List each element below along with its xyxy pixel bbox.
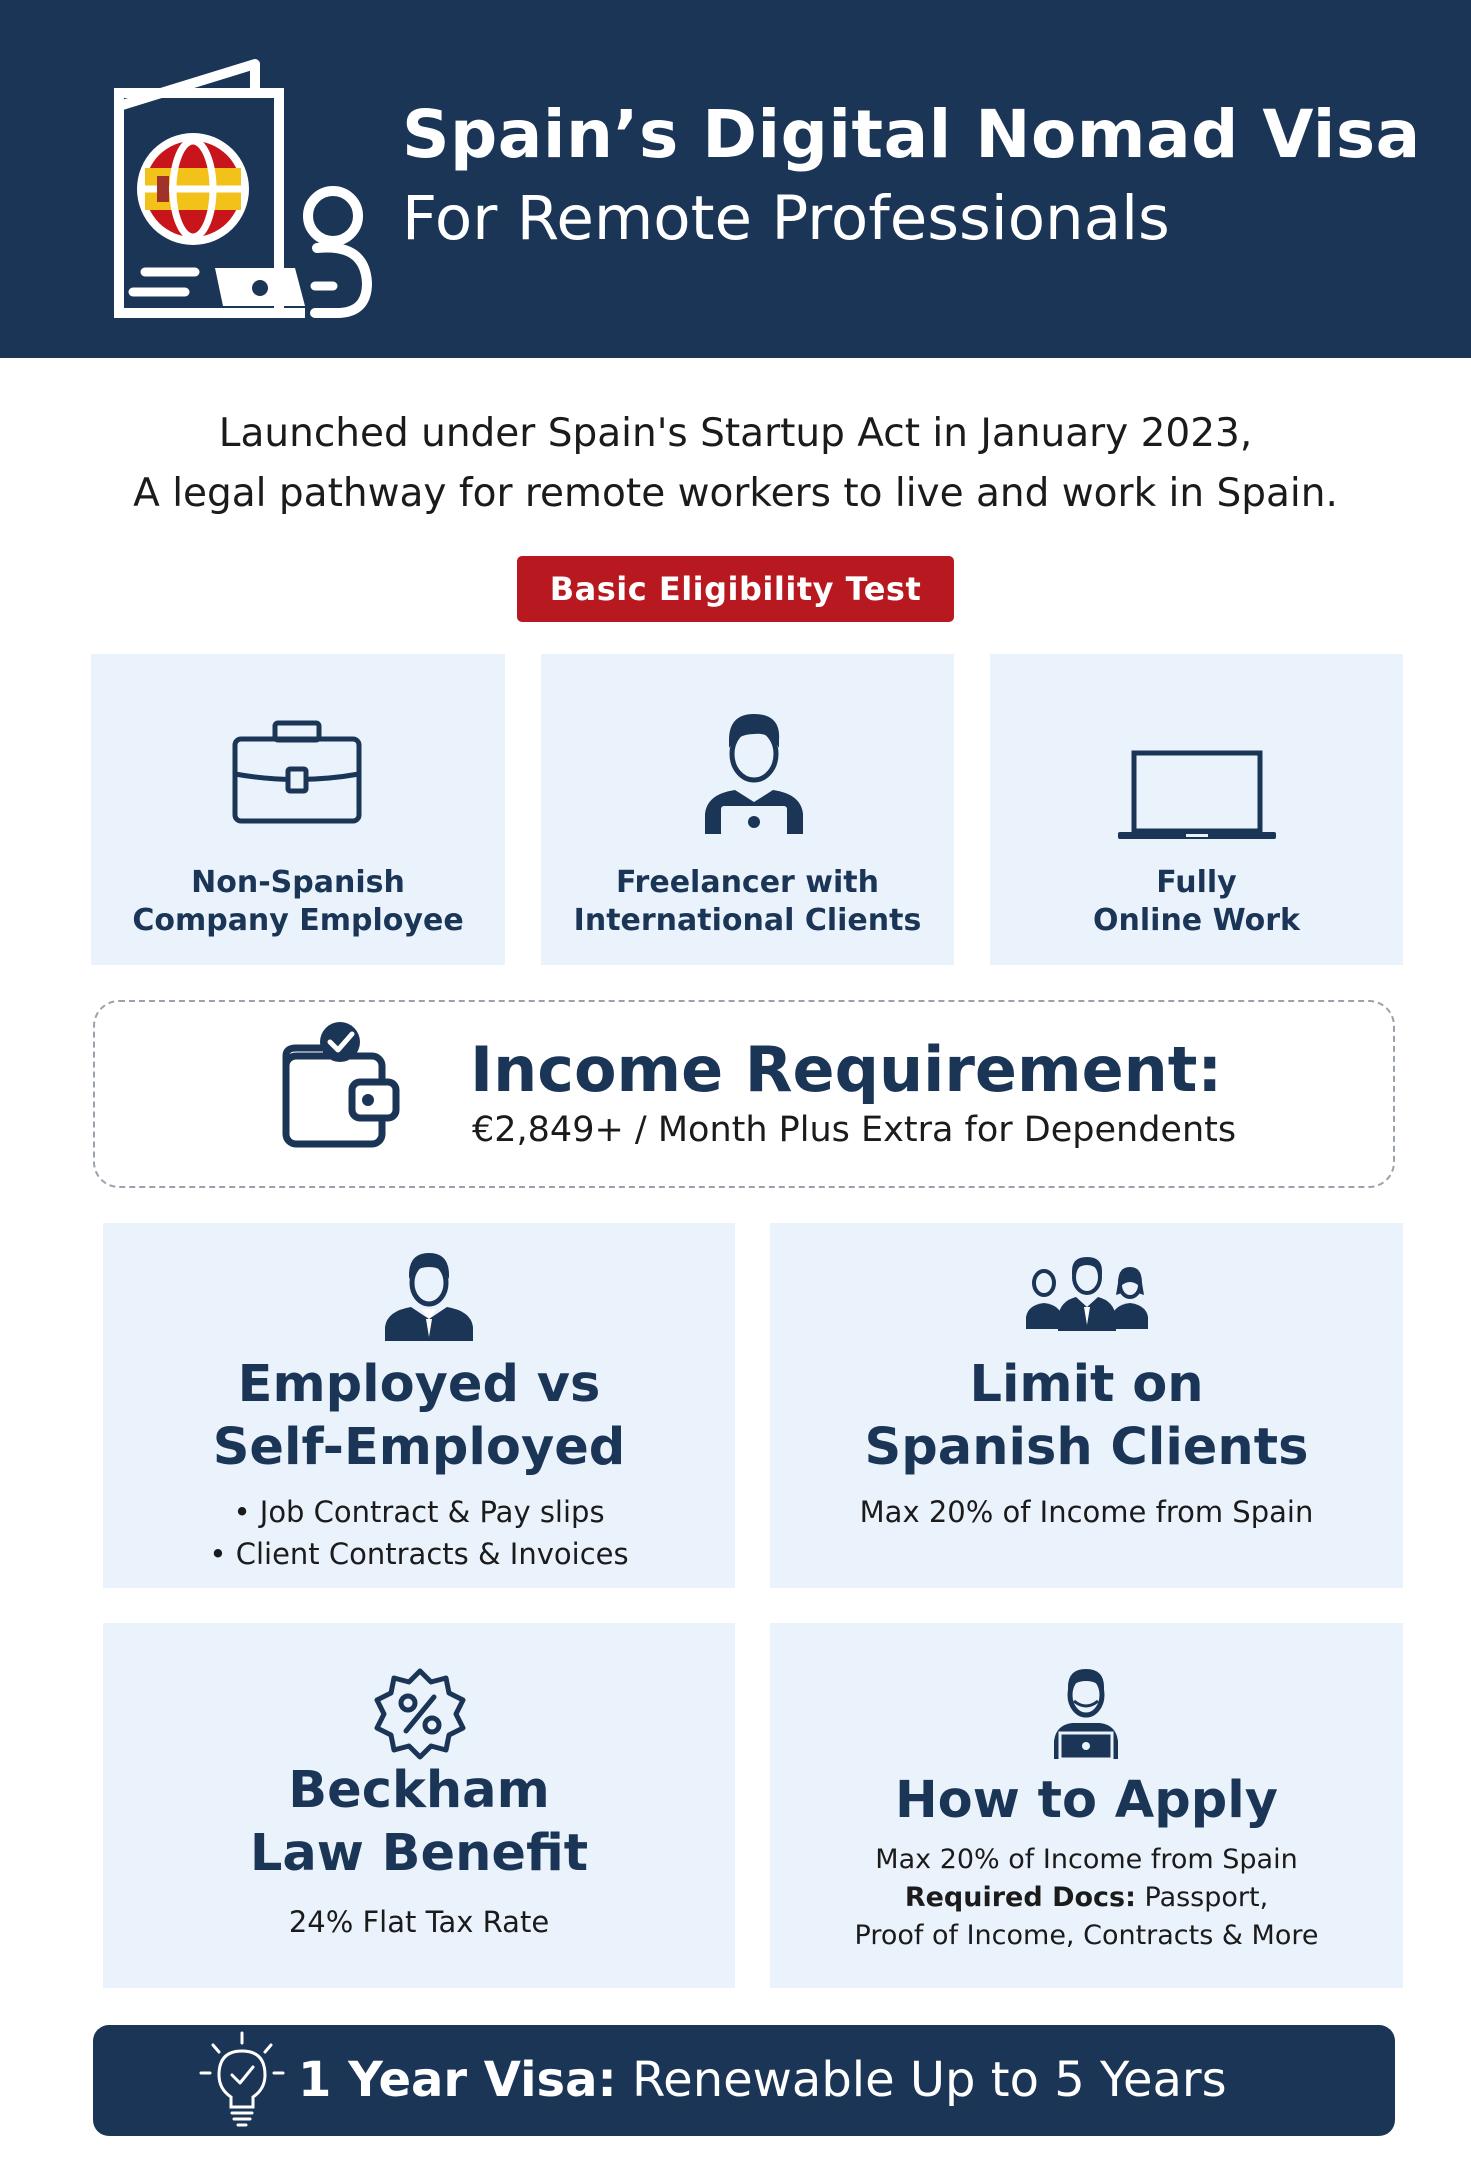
beckham-text: 24% Flat Tax Rate xyxy=(288,1905,550,1939)
passport-globe-icon xyxy=(105,58,385,328)
page-title: Spain’s Digital Nomad Visa xyxy=(402,96,1421,173)
required-docs-label: Required Docs: xyxy=(904,1882,1136,1913)
footer-rest: Renewable Up to 5 Years xyxy=(616,2052,1227,2108)
income-title: Income Requirement: xyxy=(470,1033,1223,1106)
limit-card xyxy=(770,1223,1403,1588)
lightbulb-check-icon xyxy=(199,2031,285,2131)
apply-line-1: Max 20% of Income from Spain xyxy=(875,1844,1298,1875)
eligibility-card-label: Non-Spanish Company Employee xyxy=(132,865,464,938)
employed-bullet-1: • Job Contract & Pay slips xyxy=(233,1495,605,1529)
person-laptop-icon xyxy=(1050,1667,1122,1761)
employed-bullets xyxy=(103,1491,735,1575)
limit-text: Max 20% of Income from Spain xyxy=(859,1495,1314,1529)
page-subtitle: For Remote Professionals xyxy=(402,183,1170,254)
eligibility-card-label: Freelancer with International Clients xyxy=(573,865,922,938)
income-amount-text: €2,849+ / Month Plus Extra for Dependents xyxy=(472,1110,1237,1150)
apply-line-3: Proof of Income, Contracts & More xyxy=(854,1920,1319,1951)
intro-line-2: A legal pathway for remote workers to live and work in Spain. xyxy=(133,471,1338,516)
eligibility-card-employee xyxy=(91,654,505,965)
team-icon xyxy=(1022,1255,1152,1331)
freelancer-icon xyxy=(699,710,809,838)
footer-text xyxy=(298,2025,1227,2136)
header-banner xyxy=(0,0,1471,358)
footer-banner xyxy=(93,2025,1395,2136)
beckham-title: Beckham Law Benefit xyxy=(249,1761,589,1883)
eligibility-badge: Basic Eligibility Test xyxy=(517,556,954,622)
eligibility-card-label: Fully Online Work xyxy=(1093,865,1300,938)
intro-line-1: Launched under Spain's Startup Act in January 2023, xyxy=(218,411,1253,456)
beckham-card xyxy=(103,1623,735,1988)
employed-bullet-2: • Client Contracts & Invoices xyxy=(209,1537,629,1571)
eligibility-card-freelancer xyxy=(541,654,954,965)
laptop-icon xyxy=(1116,750,1278,842)
intro-text xyxy=(0,404,1471,524)
employed-title: Employed vs Self-Employed xyxy=(212,1355,626,1477)
apply-title: How to Apply xyxy=(895,1771,1278,1830)
wallet-check-icon xyxy=(282,1020,402,1150)
apply-line-2: Required Docs: Passport, xyxy=(904,1882,1269,1913)
eligibility-card-online xyxy=(990,654,1403,965)
employed-card xyxy=(103,1223,735,1588)
briefcase-icon xyxy=(231,719,363,825)
businessman-icon xyxy=(381,1249,477,1343)
percent-badge-icon xyxy=(373,1667,467,1761)
apply-text xyxy=(770,1841,1403,1955)
footer-bold: 1 Year Visa: xyxy=(298,2052,617,2108)
limit-title: Limit on Spanish Clients xyxy=(864,1355,1309,1477)
apply-card xyxy=(770,1623,1403,1988)
